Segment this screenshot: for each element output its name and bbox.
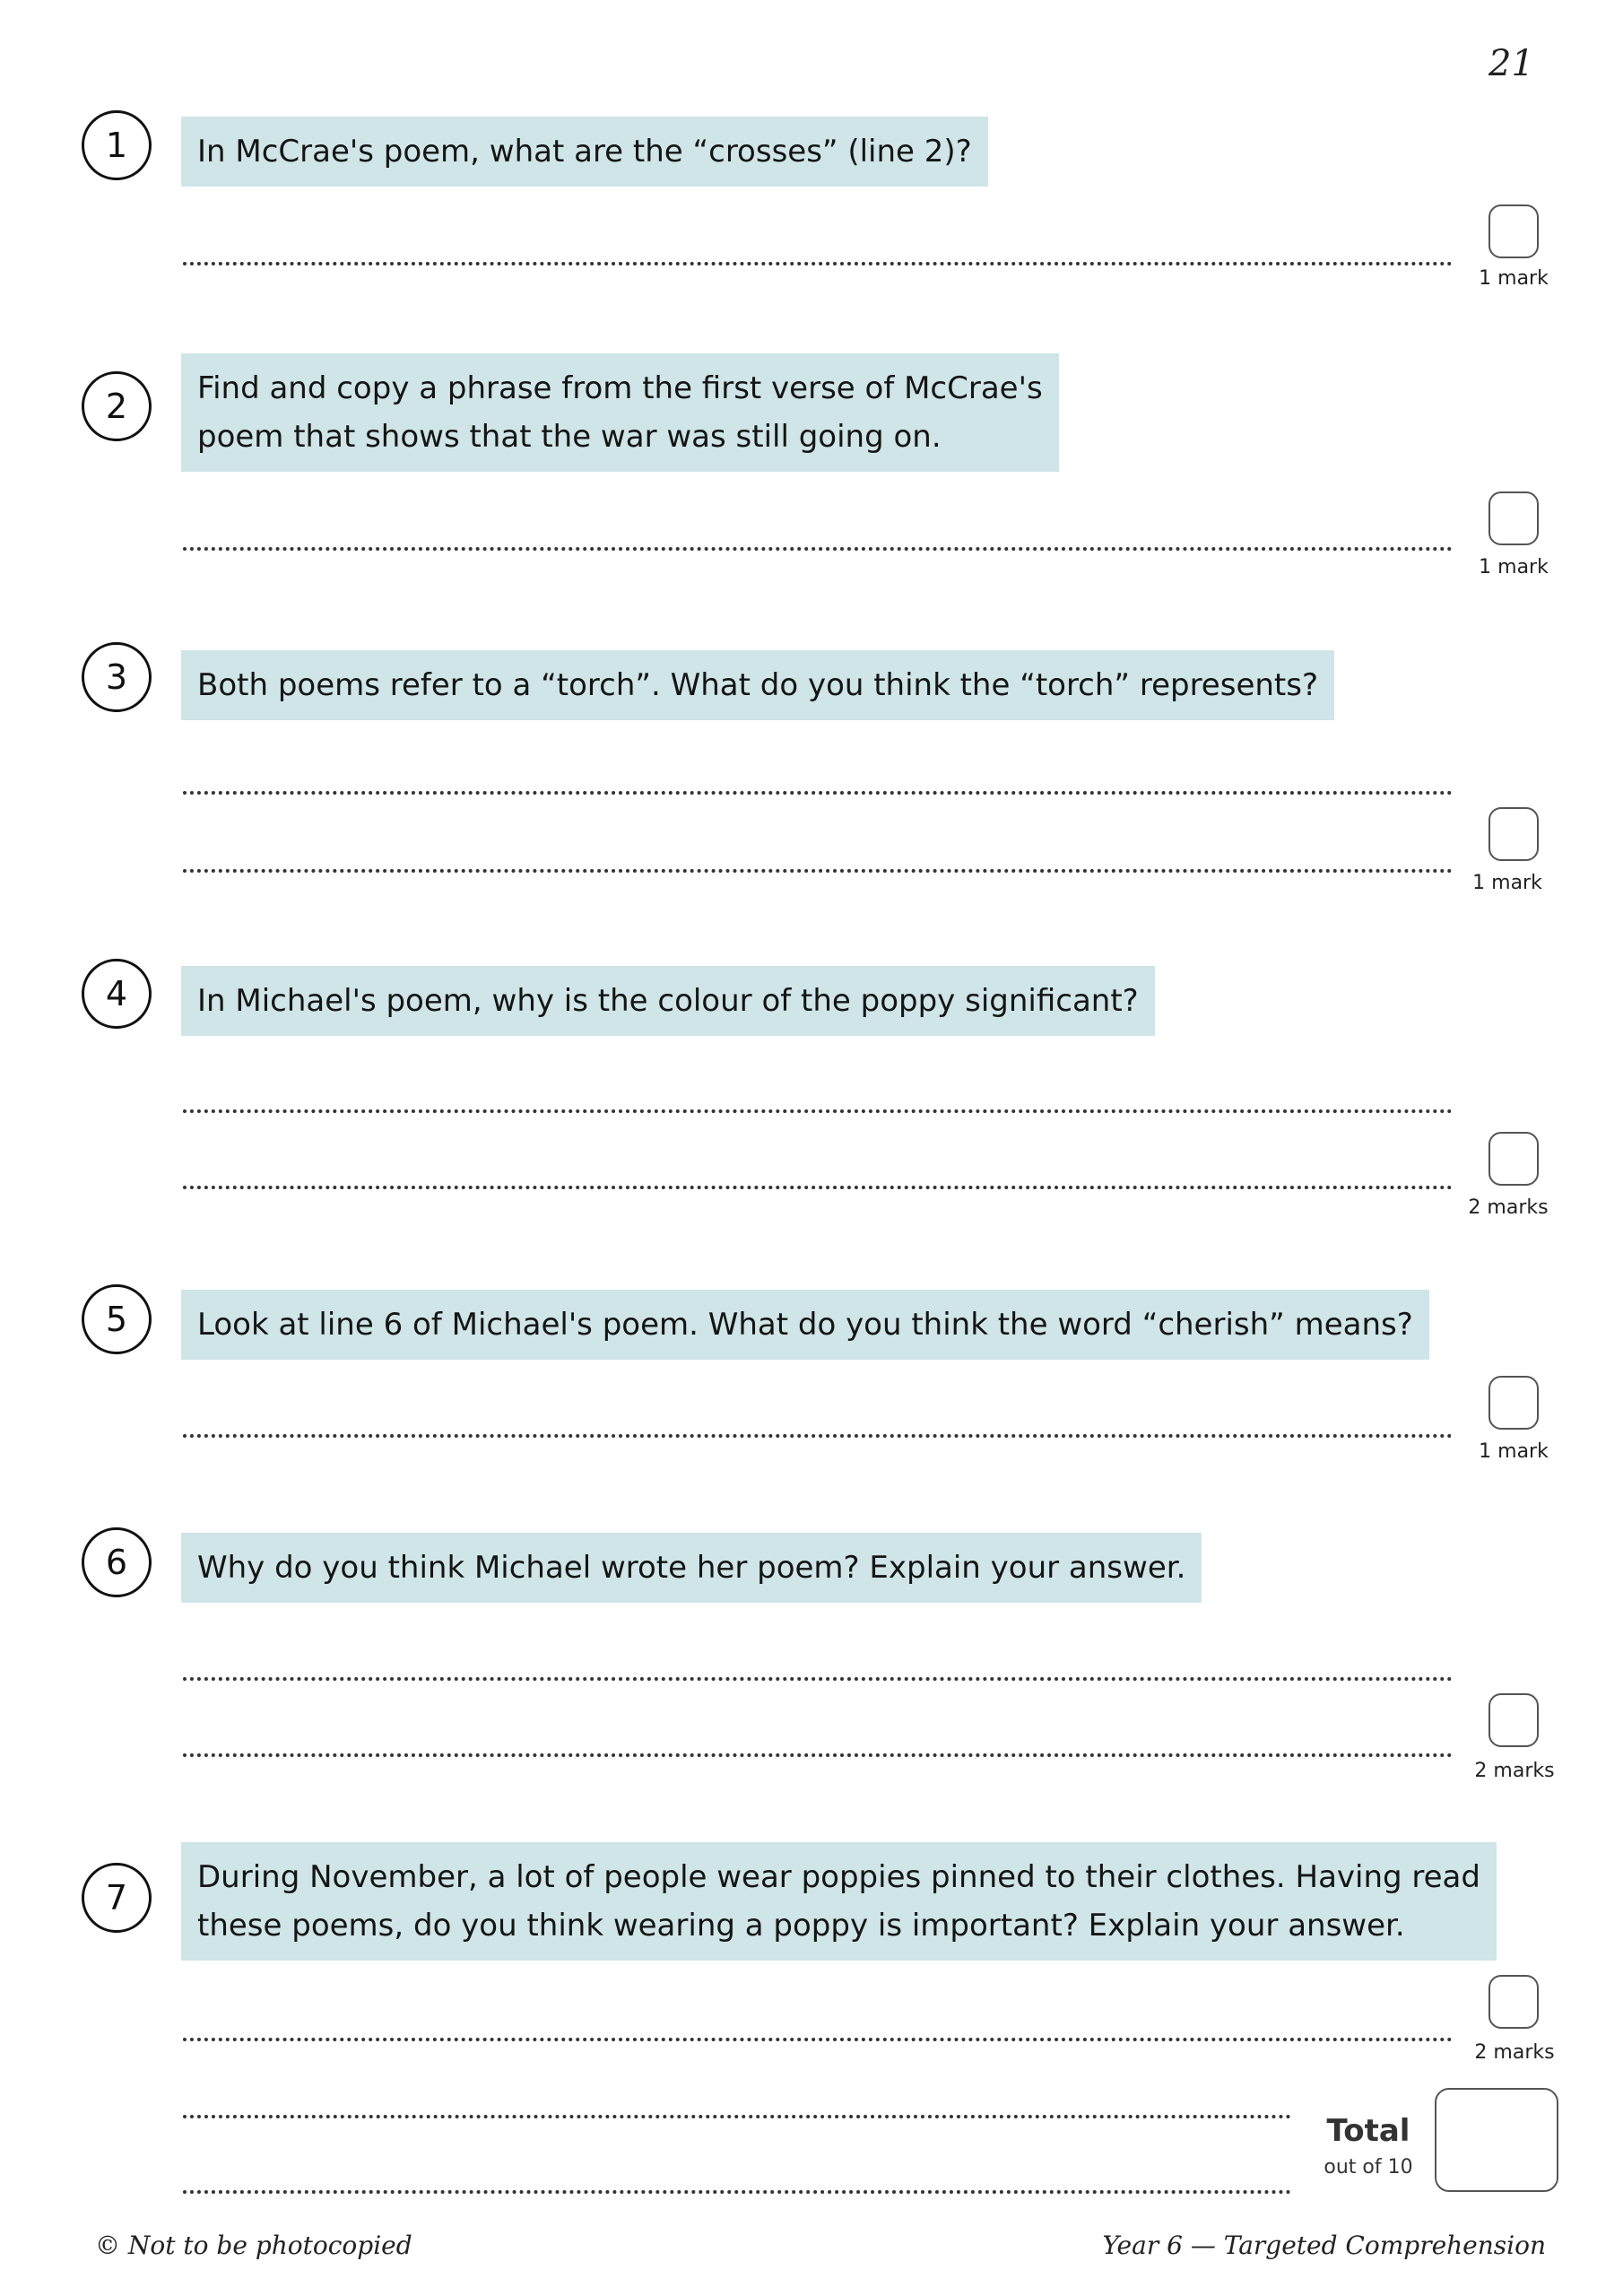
question-2-line-1: Find and copy a phrase from the first verse of McCrae's (197, 370, 1043, 406)
answer-line-q7-1[interactable] (183, 2038, 1453, 2041)
mark-box-q2[interactable] (1488, 491, 1539, 545)
question-number-2: 2 (82, 371, 152, 441)
total-score-box[interactable] (1435, 2088, 1558, 2192)
answer-line-q7-3[interactable] (183, 2190, 1291, 2194)
question-5-prompt (181, 1290, 1429, 1360)
total-subtitle: out of 10 (1324, 2156, 1413, 2179)
answer-line-q6-2[interactable] (183, 1753, 1453, 1757)
answer-line-q1-1[interactable] (183, 262, 1453, 265)
mark-box-q1[interactable] (1488, 204, 1539, 258)
mark-label-q2: 1 mark (1479, 556, 1549, 578)
question-7-line-2: these poems, do you think wearing a poppy is important? Explain your answer. (197, 1908, 1405, 1944)
answer-line-q6-1[interactable] (183, 1677, 1453, 1681)
footer-copyright: © Not to be photocopied (95, 2231, 412, 2260)
question-number-6: 6 (82, 1527, 152, 1597)
answer-line-q2-1[interactable] (183, 547, 1453, 551)
question-4-line-1: In Michael's poem, why is the colour of the poppy significant? (197, 983, 1139, 1019)
answer-line-q4-2[interactable] (183, 1186, 1453, 1189)
question-5-line-1: Look at line 6 of Michael's poem. What do you think the word “cherish” means? (197, 1307, 1413, 1343)
question-6-prompt (181, 1533, 1202, 1603)
total-label: Total (1326, 2113, 1410, 2149)
question-number-1: 1 (82, 110, 152, 180)
mark-box-q4[interactable] (1488, 1132, 1539, 1186)
question-1-prompt (181, 117, 988, 187)
answer-line-q3-2[interactable] (183, 869, 1453, 873)
answer-line-q4-1[interactable] (183, 1109, 1453, 1113)
question-2-prompt (181, 353, 1059, 472)
question-7-line-1: During November, a lot of people wear poppies pinned to their clothes. Having read (197, 1859, 1480, 1895)
mark-box-q6[interactable] (1488, 1693, 1539, 1747)
answer-line-q7-2[interactable] (183, 2115, 1291, 2118)
answer-line-q5-1[interactable] (183, 1434, 1453, 1438)
mark-label-q4: 2 marks (1468, 1196, 1549, 1219)
question-number-4: 4 (82, 959, 152, 1029)
question-number-5: 5 (82, 1284, 152, 1354)
mark-box-q7[interactable] (1488, 1975, 1539, 2029)
answer-line-q3-1[interactable] (183, 791, 1453, 795)
question-3-line-1: Both poems refer to a “torch”. What do you think the “torch” represents? (197, 667, 1318, 703)
mark-box-q5[interactable] (1488, 1376, 1539, 1430)
mark-label-q7: 2 marks (1474, 2041, 1555, 2064)
question-6-line-1: Why do you think Michael wrote her poem? Explain your answer. (197, 1550, 1186, 1586)
question-2-line-2: poem that shows that the war was still going on. (197, 419, 942, 455)
mark-label-q6: 2 marks (1474, 1760, 1555, 1782)
mark-box-q3[interactable] (1488, 807, 1539, 861)
question-1-line-1: In McCrae's poem, what are the “crosses” (line 2)? (197, 134, 972, 170)
footer-book-title: Year 6 — Targeted Comprehension (1102, 2231, 1546, 2260)
mark-label-q1: 1 mark (1479, 267, 1549, 290)
question-4-prompt (181, 966, 1155, 1036)
question-7-prompt (181, 1842, 1497, 1961)
mark-label-q3: 1 mark (1472, 872, 1542, 894)
page-number: 21 (1488, 43, 1534, 84)
question-number-3: 3 (82, 642, 152, 712)
question-3-prompt (181, 650, 1334, 720)
mark-label-q5: 1 mark (1479, 1440, 1549, 1463)
question-number-7: 7 (82, 1863, 152, 1933)
